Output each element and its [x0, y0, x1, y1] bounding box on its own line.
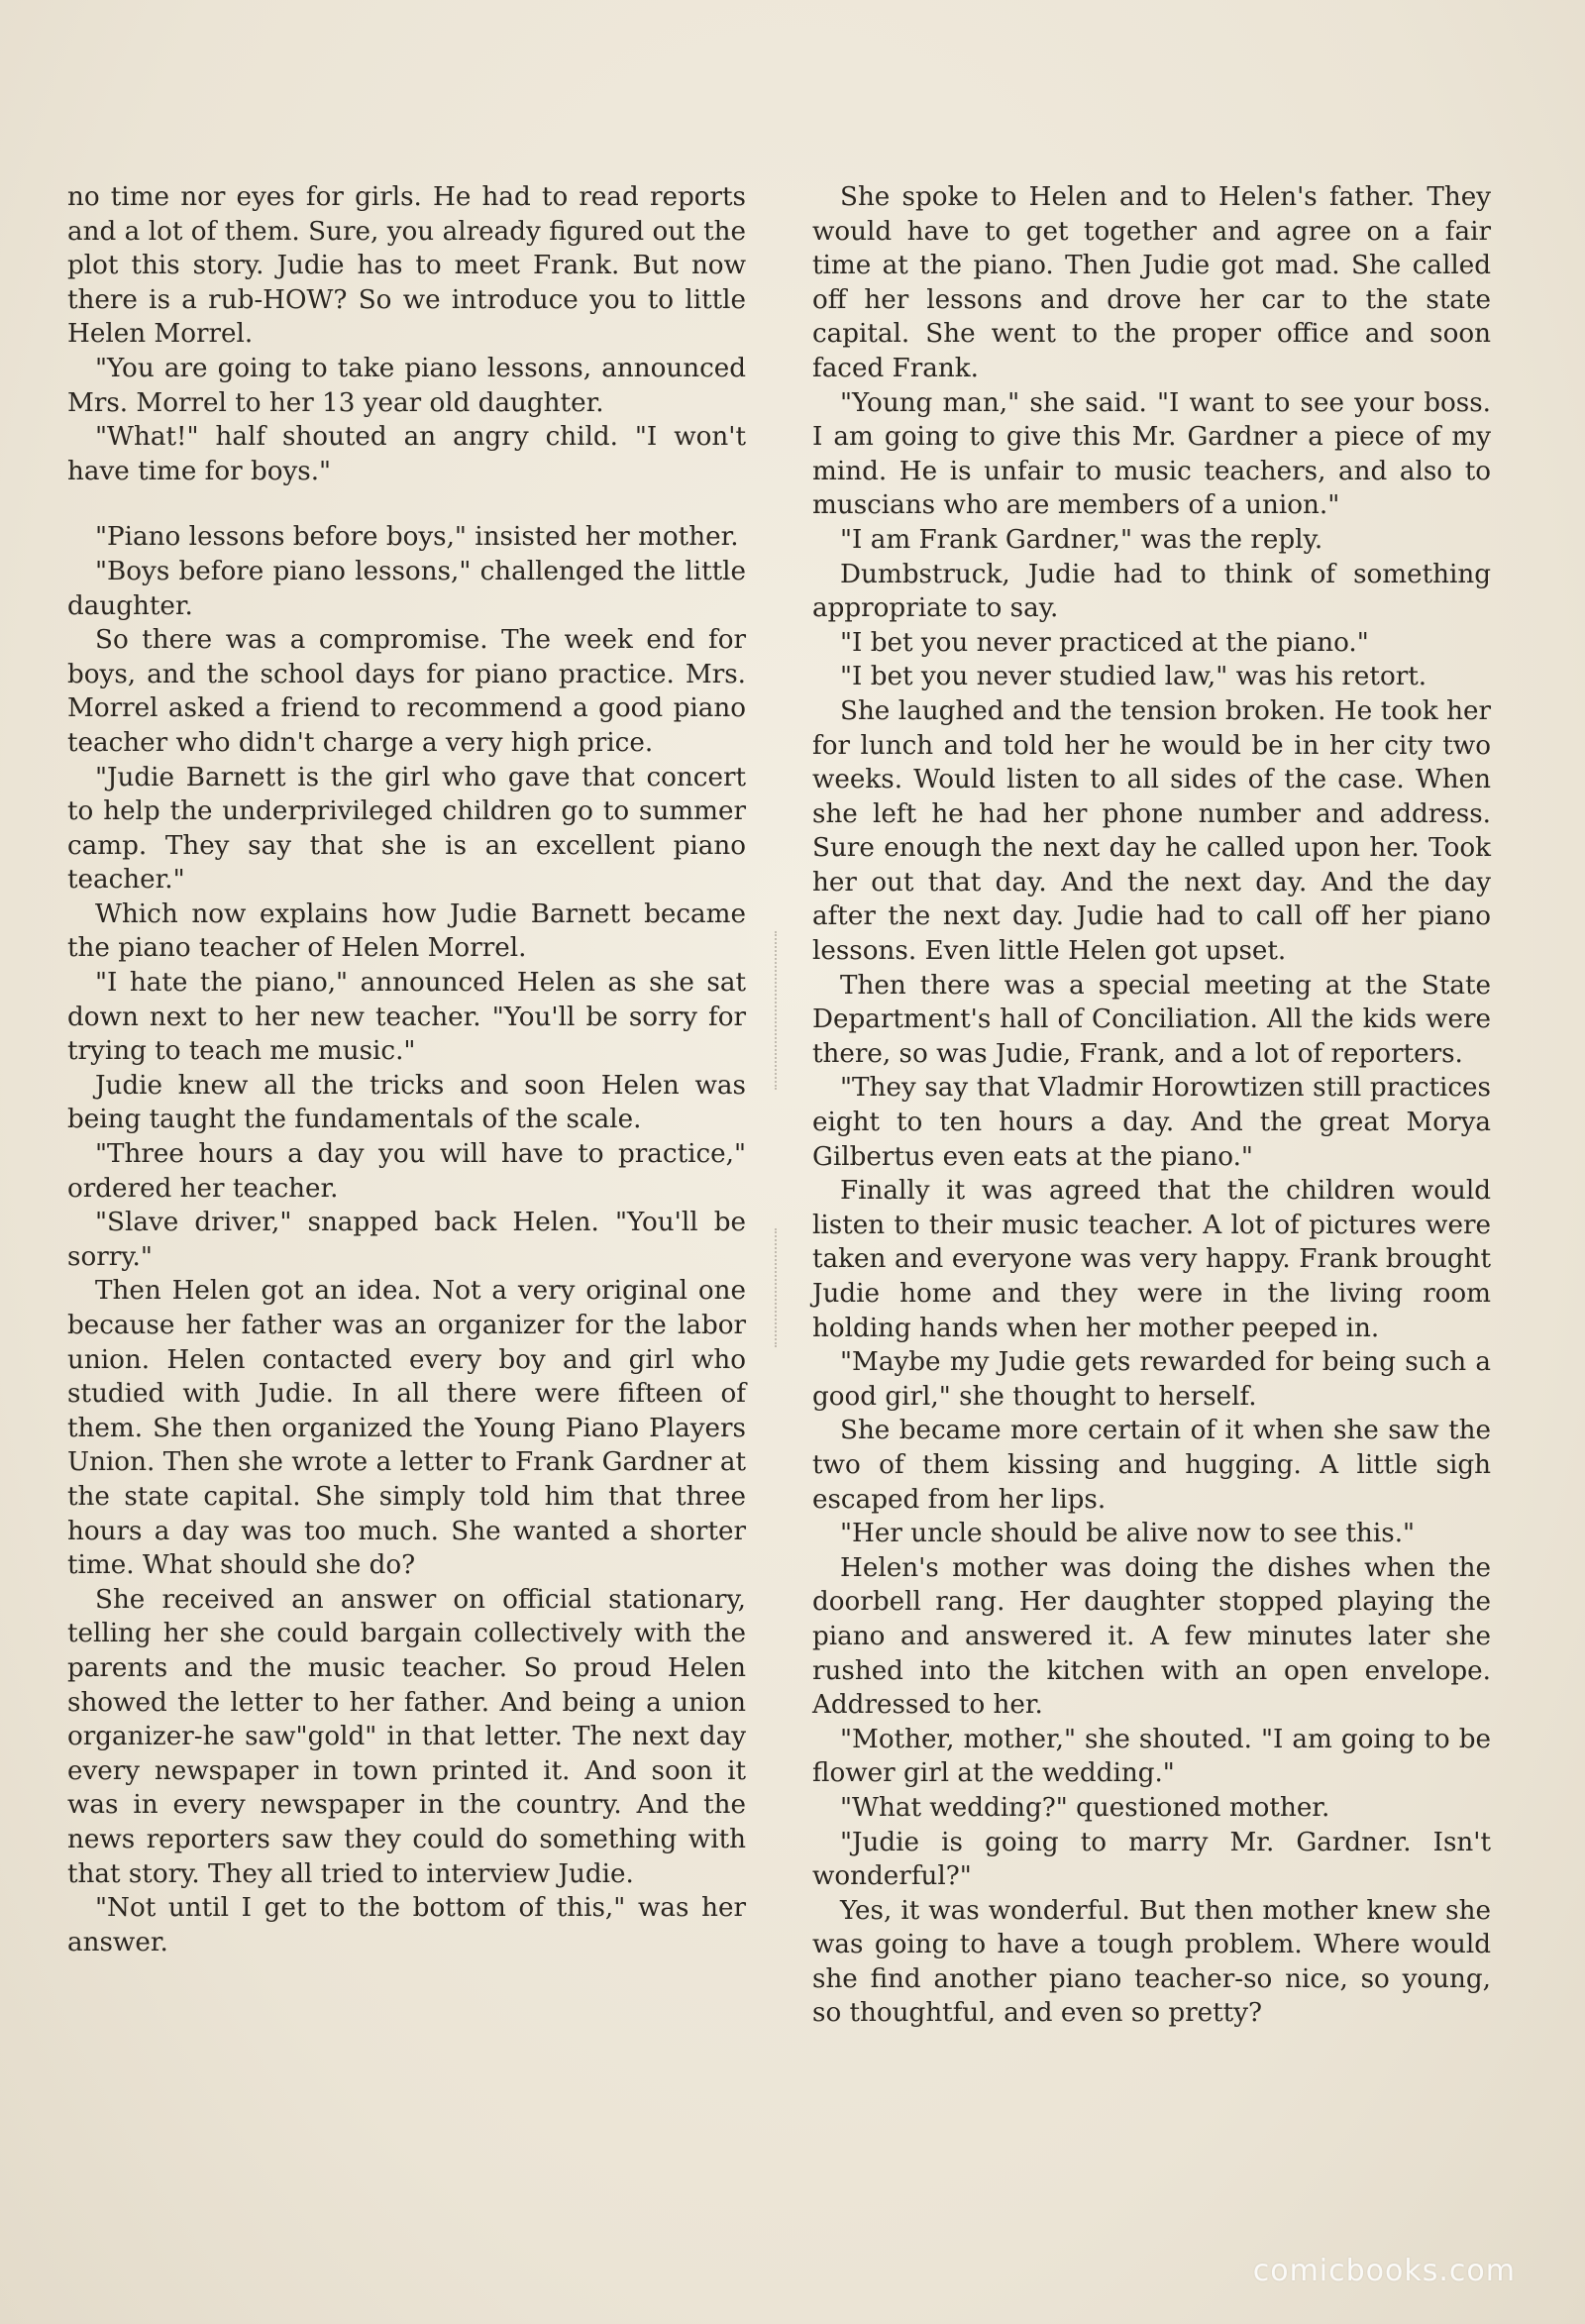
gutter-stain: [775, 1228, 783, 1347]
paragraph: "Slave driver," snapped back Helen. "You'll be sorry.": [67, 1208, 746, 1272]
site-watermark: comicbooks.com: [1252, 2254, 1516, 2288]
paragraph: "They say that Vladmir Horowtizen still practices eight to ten hours a day. And the great Morya Gilbertus even eats at the piano.": [812, 1073, 1491, 1172]
paragraph: "Three hours a day you will have to practice," ordered her teacher.: [67, 1139, 746, 1204]
paragraph: "You are going to take piano lessons, announced Mrs. Morrel to her 13 year old daughter.: [67, 353, 746, 418]
paragraph: She laughed and the tension broken. He took her for lunch and told her he would be in her city two weeks. Would listen to all sides of the case. When she left he had her phone number and address. Sure enough the next day he called upon her. Took her out that day. And the next day. And the day after the next day. Judie had to call off her piano lessons. Even little Helen got upset.: [812, 695, 1491, 967]
paragraph: "I am Frank Gardner," was the reply.: [840, 524, 1323, 555]
gutter-stain: [775, 931, 783, 1090]
paragraph: "Young man," she said. "I want to see your boss. I am going to give this Mr. Gardner a piece of my mind. He is unfair to music teachers, and also to muscians who are members of a union.": [812, 387, 1491, 521]
paragraph: "Maybe my Judie gets rewarded for being such a good girl," she thought to herself.: [812, 1347, 1491, 1412]
paragraph: Helen's mother was doing the dishes when the doorbell rang. Her daughter stopped playing the piano and answered it. A few minutes later she rushed into the kitchen with an open envelope. Addressed to her.: [812, 1552, 1491, 1721]
paragraph: "Judie Barnett is the girl who gave that concert to help the underprivileged children go to summer camp. They say that she is an excellent piano teacher.": [67, 762, 746, 896]
paragraph: no time nor eyes for girls. He had to read reports and a lot of them. Sure, you already figured out the plot this story. Judie has to meet Frank. But now there is a rub-HOW? So we introduce you to little Helen Morrel.: [67, 182, 746, 350]
paragraph: Judie knew all the tricks and soon Helen was being taught the fundamentals of the scale.: [67, 1070, 746, 1135]
paragraph: "Mother, mother," she shouted. "I am going to be flower girl at the wedding.": [812, 1724, 1491, 1789]
paragraph: "I bet you never practiced at the piano.": [840, 627, 1369, 658]
paragraph: She became more certain of it when she saw the two of them kissing and hugging. A little sigh escaped from her lips.: [812, 1416, 1491, 1515]
paragraph: "Piano lessons before boys," insisted her mother.: [95, 522, 739, 553]
paragraph: Yes, it was wonderful. But then mother knew she was going to have a tough problem. Where would she find another piano teacher-so nice, so young, so thoughtful, and even so pretty?: [812, 1895, 1491, 2029]
paragraph: "I bet you never studied law," was his retort.: [840, 662, 1427, 692]
paragraph: She received an answer on official stationary, telling her she could bargain collectively with the parents and the music teacher. So proud Helen showed the letter to her father. And being a union organizer-he saw"gold" in that letter. The next day every newspaper in town printed it. And soon it was in every newspaper in the country. And the news reporters saw they could do something with that story. They all tried to interview Judie.: [67, 1584, 746, 1889]
paragraph: "What!" half shouted an angry child. "I won't have time for boys.": [67, 422, 746, 486]
left-text-column: [67, 180, 746, 1959]
paragraph: "What wedding?" questioned mother.: [840, 1792, 1330, 1823]
paragraph: "Boys before piano lessons," challenged the little daughter.: [67, 556, 746, 621]
paragraph: "Not until I get to the bottom of this," was her answer.: [67, 1893, 746, 1957]
paragraph: Which now explains how Judie Barnett became the piano teacher of Helen Morrel.: [67, 898, 746, 964]
paragraph: So there was a compromise. The week end for boys, and the school days for piano practice. Mrs. Morrel asked a friend to recommend a good piano teacher who didn't charge a very high price.: [67, 625, 746, 758]
paragraph: Then there was a special meeting at the State Department's hall of Conciliation. All the kids were there, so was Judie, Frank, and a lot of reporters.: [812, 970, 1491, 1069]
paragraph: "I hate the piano," announced Helen as she sat down next to her new teacher. "You'll be sorry for trying to teach me music.": [67, 968, 746, 1067]
paragraph: "Her uncle should be alive now to see this.": [840, 1519, 1416, 1549]
paragraph: Dumbstruck, Judie had to think of something appropriate to say.: [812, 559, 1491, 624]
paragraph: She spoke to Helen and to Helen's father. They would have to get together and agree on a fair time at the piano. Then Judie got mad. She called off her lessons and drove her car to the state capital. She went to the proper office and soon faced Frank.: [812, 182, 1491, 383]
paragraph: "Judie is going to marry Mr. Gardner. Isn't wonderful?": [812, 1827, 1491, 1892]
paragraph: Finally it was agreed that the children would listen to their music teacher. A lot of pictures were taken and everyone was very happy. Frank brought Judie home and they were in the living room holding hands when her mother peeped in.: [812, 1176, 1491, 1343]
right-text-column: [812, 180, 1491, 2031]
paragraph: Then Helen got an idea. Not a very original one because her father was an organizer for the labor union. Helen contacted every boy and girl who studied with Judie. In all there were fifteen of them. She then organized the Young Piano Players Union. Then she wrote a letter to Frank Gardner at the state capital. She simply told him that three hours a day was too much. She wanted a shorter time. What should she do?: [67, 1276, 746, 1581]
